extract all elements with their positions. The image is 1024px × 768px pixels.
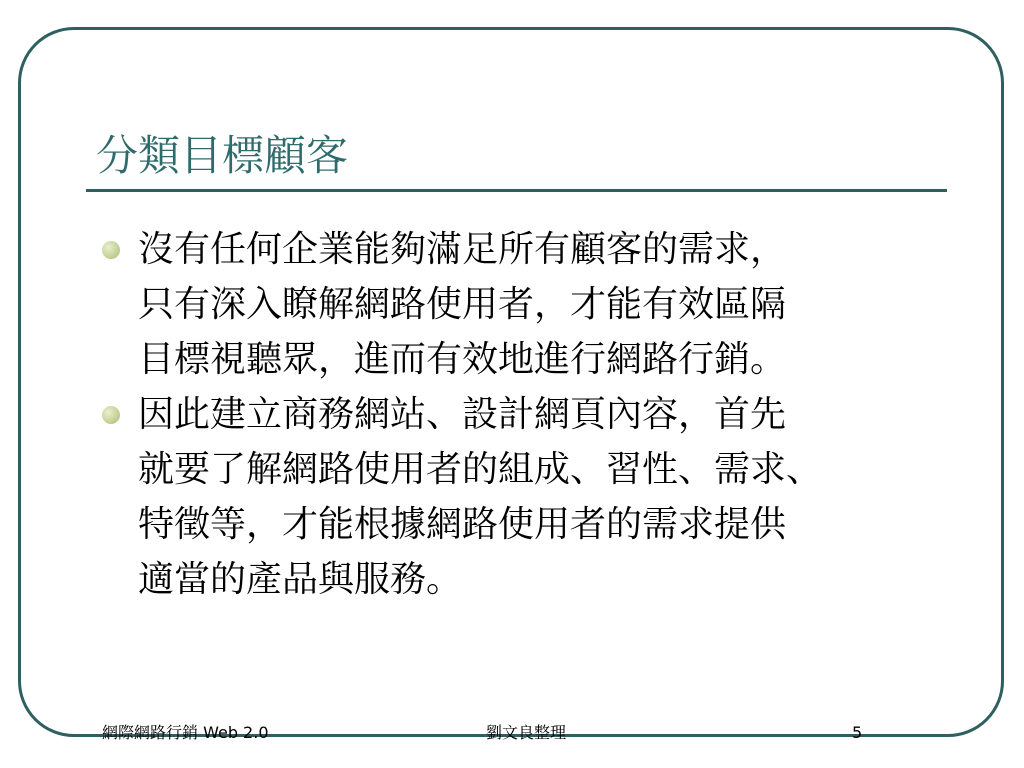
bullet-dot-icon — [102, 241, 120, 259]
bullet-line: 目標視聽眾，進而有效地進行網路行銷。 — [138, 339, 787, 380]
title-divider — [86, 189, 947, 192]
bullet-text — [138, 387, 980, 607]
bullet-text — [138, 222, 980, 387]
bullet-dot-icon — [102, 406, 120, 424]
bullet-line: 就要了解網路使用者的組成、習性、需求、 — [138, 449, 823, 490]
bullet-line: 只有深入瞭解網路使用者，才能有效區隔 — [138, 284, 787, 325]
footer-course-name: 網際網路行銷 Web 2.0 — [102, 723, 269, 742]
bullet-line: 特徵等，才能根據網路使用者的需求提供 — [138, 504, 787, 545]
bullet-line: 適當的產品與服務。 — [138, 559, 463, 600]
bullet-list — [100, 222, 980, 607]
footer-author: 劉文良整理 — [486, 723, 567, 742]
bullet-line: 因此建立商務網站、設計網頁內容，首先 — [138, 394, 787, 435]
bullet-item — [100, 222, 980, 387]
bullet-item — [100, 387, 980, 607]
slide-title: 分類目標顧客 — [96, 131, 349, 180]
page-number: 5 — [852, 723, 863, 742]
bullet-line: 沒有任何企業能夠滿足所有顧客的需求， — [138, 229, 787, 270]
